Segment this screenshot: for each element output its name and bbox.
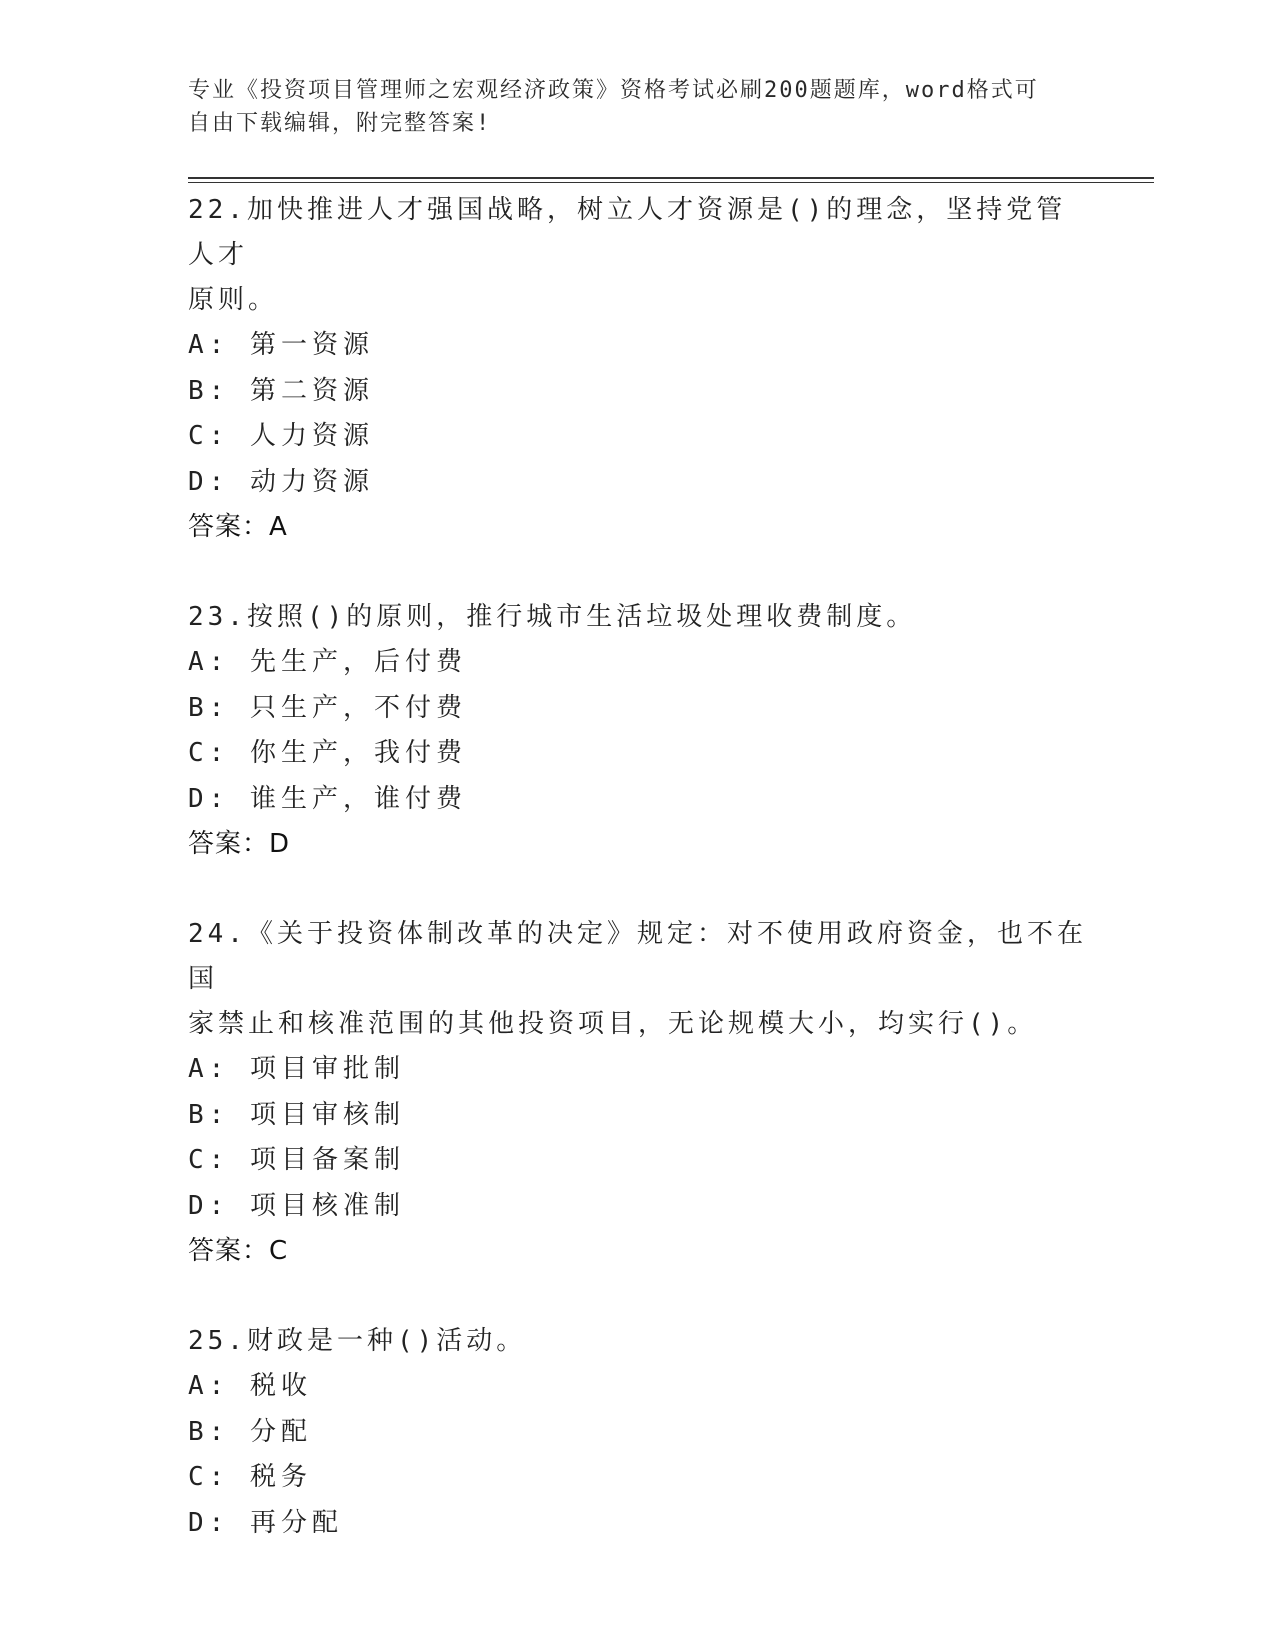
header-line-1: 专业《投资项目管理师之宏观经济政策》资格考试必刷200题题库，word格式可 bbox=[188, 78, 1039, 103]
option-b: B: 项目审核制 bbox=[188, 1099, 405, 1130]
option-a: A: 税收 bbox=[188, 1371, 312, 1401]
question-stem-continued: 家禁止和核准范围的其他投资项目，无论规模大小，均实行()。 bbox=[188, 1009, 1038, 1039]
option-c: C: 项目备案制 bbox=[188, 1145, 405, 1175]
option-b: B: 第二资源 bbox=[188, 375, 374, 406]
option-a: A: 先生产，后付费 bbox=[188, 647, 467, 677]
question-stem-continued: 原则。 bbox=[188, 285, 279, 315]
question-stem: 22.加快推进人才强国战略，树立人才资源是()的理念，坚持党管人才 bbox=[188, 195, 1067, 270]
question-22 bbox=[188, 188, 1088, 550]
answer-label: 答案：D bbox=[188, 829, 291, 859]
question-stem: 23.按照()的原则，推行城市生活垃圾处理收费制度。 bbox=[188, 602, 917, 632]
header-line-2: 自由下载编辑，附完整答案! bbox=[188, 111, 492, 136]
option-c: C: 税务 bbox=[188, 1462, 312, 1492]
question-24 bbox=[188, 912, 1088, 1274]
option-d: D: 谁生产，谁付费 bbox=[188, 783, 467, 814]
option-d: D: 动力资源 bbox=[188, 466, 374, 497]
question-23 bbox=[188, 595, 1088, 867]
answer-label: 答案：A bbox=[188, 512, 288, 542]
option-b: B: 只生产，不付费 bbox=[188, 692, 467, 723]
header-divider-thin bbox=[188, 182, 1154, 183]
header-divider-thick bbox=[188, 177, 1154, 179]
option-b: B: 分配 bbox=[188, 1416, 312, 1447]
option-c: C: 你生产，我付费 bbox=[188, 738, 467, 768]
question-list bbox=[188, 188, 1088, 1591]
option-a: A: 项目审批制 bbox=[188, 1054, 405, 1084]
question-25 bbox=[188, 1319, 1088, 1546]
option-c: C: 人力资源 bbox=[188, 421, 374, 451]
question-stem: 25.财政是一种()活动。 bbox=[188, 1326, 527, 1356]
question-stem: 24.《关于投资体制改革的决定》规定：对不使用政府资金，也不在国 bbox=[188, 919, 1087, 994]
option-d: D: 再分配 bbox=[188, 1507, 343, 1538]
option-a: A: 第一资源 bbox=[188, 330, 374, 360]
option-d: D: 项目核准制 bbox=[188, 1190, 405, 1221]
document-header bbox=[188, 74, 1068, 140]
answer-label: 答案：C bbox=[188, 1236, 289, 1266]
